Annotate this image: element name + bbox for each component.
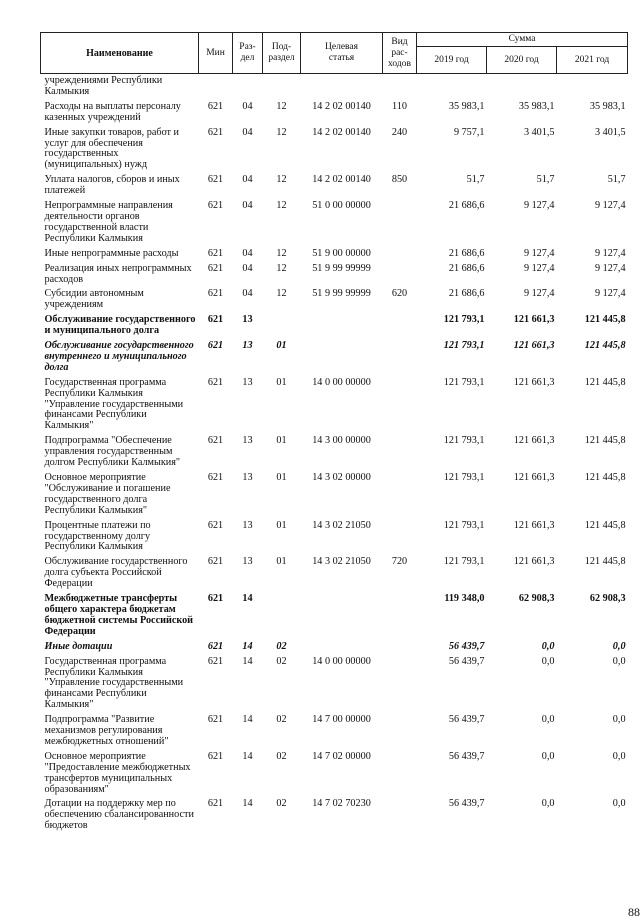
header-2019: 2019 год <box>417 47 487 74</box>
row-min: 621 <box>207 714 224 726</box>
row-celevaya: 14 3 02 00000 <box>312 472 371 483</box>
row-vid <box>383 471 417 519</box>
row-sum-2020: 9 127,4 <box>523 288 555 300</box>
row-sum-2020: 121 661,3 <box>513 556 555 568</box>
row-podrazdel: 01 <box>276 519 287 531</box>
header-summa: Сумма <box>417 33 628 47</box>
row-podrazdel: 12 <box>276 174 287 186</box>
row-sum-2021: 9 127,4 <box>594 288 626 300</box>
row-min: 621 <box>207 247 224 259</box>
row-min: 621 <box>207 126 224 138</box>
row-celevaya: 14 3 02 21050 <box>312 556 371 568</box>
row-sum-2020: 121 661,3 <box>513 340 555 352</box>
row-celevaya: 51 9 00 00000 <box>312 247 371 259</box>
row-sum-2020: 35 983,1 <box>518 100 555 112</box>
row-podrazdel: 12 <box>276 247 287 259</box>
row-vid <box>383 247 417 262</box>
row-razdel: 04 <box>242 288 253 300</box>
row-sum-2019: 121 793,1 <box>443 376 485 388</box>
table-row <box>41 262 628 288</box>
row-sum-2019: 56 439,7 <box>448 714 485 726</box>
row-celevaya: 51 9 99 99999 <box>312 288 371 300</box>
row-celevaya <box>301 313 383 339</box>
row-razdel: 13 <box>242 340 253 352</box>
row-vid: 240 <box>391 126 408 138</box>
row-sum-2019: 56 439,7 <box>448 798 485 810</box>
row-name: Дотации на поддержку мер по обеспечению сбалансированности бюджетов <box>44 798 194 832</box>
row-sum-2019: 21 686,6 <box>448 200 485 212</box>
table-row <box>41 434 628 471</box>
table-header <box>41 33 628 74</box>
row-name: Подпрограмма "Обеспечение управления государственным долгом Республики Калмыкия" <box>44 435 181 469</box>
table-body <box>41 74 628 835</box>
row-name: Иные закупки товаров, работ и услуг для обеспечения государственных (муниципальных) нужд <box>44 126 179 171</box>
row-sum-2020: 9 127,4 <box>523 200 555 212</box>
row-sum-2021 <box>557 74 628 100</box>
header-2020: 2020 год <box>487 47 557 74</box>
row-sum-2019: 21 686,6 <box>448 288 485 300</box>
row-razdel: 04 <box>242 126 253 138</box>
row-podrazdel: 12 <box>276 200 287 212</box>
row-vid <box>383 797 417 834</box>
row-name: Уплата налогов, сборов и иных платежей <box>44 174 180 197</box>
row-razdel: 13 <box>242 314 253 326</box>
row-min: 621 <box>207 655 224 667</box>
row-sum-2021: 9 127,4 <box>594 247 626 259</box>
row-vid <box>383 74 417 100</box>
row-name: учреждениями Республики Калмыкия <box>44 75 163 97</box>
row-celevaya: 51 0 00 00000 <box>312 200 371 212</box>
table-row <box>41 750 628 798</box>
header-name: Наименование <box>41 33 199 74</box>
row-name: Субсидии автономным учреждениям <box>44 288 144 311</box>
row-razdel <box>233 74 263 100</box>
table-row <box>41 339 628 376</box>
row-razdel: 04 <box>242 174 253 186</box>
row-celevaya: 14 3 02 21050 <box>312 519 371 531</box>
row-sum-2019: 119 348,0 <box>444 593 485 605</box>
row-min: 621 <box>207 340 224 352</box>
table-row <box>41 592 628 640</box>
row-celevaya: 14 7 00 00000 <box>312 714 371 726</box>
table-row <box>41 100 628 126</box>
row-min: 621 <box>207 472 224 483</box>
row-sum-2021: 0,0 <box>612 714 626 726</box>
row-sum-2021: 0,0 <box>612 750 626 762</box>
row-name: Основное мероприятие "Предоставление межбюджетных трансфертов муниципальных образованиям" <box>44 750 191 795</box>
row-sum-2020: 51,7 <box>536 174 555 186</box>
row-name: Иные непрограммные расходы <box>44 247 179 259</box>
row-sum-2021: 121 445,8 <box>584 340 626 352</box>
row-sum-2019: 121 793,1 <box>443 314 485 326</box>
row-sum-2020: 0,0 <box>541 655 555 667</box>
row-razdel: 14 <box>242 714 253 726</box>
row-vid <box>383 313 417 339</box>
table-row <box>41 376 628 435</box>
row-min: 621 <box>207 593 224 605</box>
row-celevaya: 14 2 02 00140 <box>312 174 371 186</box>
row-min: 621 <box>207 750 224 762</box>
row-podrazdel: 12 <box>276 100 287 112</box>
row-celevaya: 14 2 02 00140 <box>312 100 371 112</box>
row-sum-2020: 0,0 <box>541 714 555 726</box>
row-podrazdel <box>263 313 301 339</box>
row-sum-2021: 9 127,4 <box>594 200 626 212</box>
row-min: 621 <box>207 798 224 810</box>
row-celevaya: 14 3 00 00000 <box>312 435 371 447</box>
row-min: 621 <box>207 100 224 112</box>
row-sum-2021: 121 445,8 <box>584 376 626 388</box>
row-celevaya: 51 9 99 99999 <box>312 262 371 274</box>
table-row <box>41 287 628 313</box>
row-razdel: 13 <box>242 376 253 388</box>
row-name: Основное мероприятие "Обслуживание и погашение государственного долга Республики Калмыкия" <box>44 472 171 516</box>
row-podrazdel: 01 <box>276 556 287 568</box>
table-row <box>41 555 628 592</box>
row-celevaya: 14 7 02 70230 <box>312 798 371 810</box>
header-vid: Вид рас- ходов <box>383 33 417 74</box>
row-podrazdel: 12 <box>276 126 287 138</box>
row-sum-2021: 9 127,4 <box>594 262 626 274</box>
table-row <box>41 247 628 262</box>
row-sum-2020: 121 661,3 <box>513 314 555 326</box>
row-min: 621 <box>207 435 224 447</box>
row-podrazdel: 01 <box>276 340 287 352</box>
row-razdel: 14 <box>242 640 253 652</box>
row-razdel: 13 <box>242 519 253 531</box>
row-sum-2019: 121 793,1 <box>443 340 485 352</box>
row-sum-2021: 0,0 <box>612 640 626 652</box>
row-razdel: 13 <box>242 435 253 447</box>
row-razdel: 13 <box>242 472 253 483</box>
row-min: 621 <box>207 174 224 186</box>
row-sum-2019 <box>417 74 487 100</box>
header-podrazdel: Под- раздел <box>263 33 301 74</box>
row-podrazdel: 02 <box>276 750 287 762</box>
row-podrazdel: 01 <box>276 435 287 447</box>
row-sum-2021: 121 445,8 <box>584 472 626 483</box>
row-sum-2020: 0,0 <box>541 750 555 762</box>
row-vid <box>383 339 417 376</box>
row-sum-2021: 3 401,5 <box>594 126 626 138</box>
row-razdel: 04 <box>242 100 253 112</box>
row-podrazdel: 12 <box>276 288 287 300</box>
row-name: Государственная программа Республики Калмыкия "Управление государственными финансами Республики Калмыкия" <box>44 376 184 432</box>
row-vid <box>383 750 417 798</box>
row-vid <box>383 199 417 247</box>
row-name: Обслуживание государственного долга субъекта Российской Федерации <box>44 556 188 590</box>
row-vid <box>383 592 417 640</box>
row-min: 621 <box>207 556 224 568</box>
row-vid: 720 <box>391 556 408 568</box>
row-sum-2020: 9 127,4 <box>523 247 555 259</box>
row-min: 621 <box>207 519 224 531</box>
row-podrazdel: 02 <box>276 640 287 652</box>
row-celevaya <box>301 339 383 376</box>
row-sum-2020: 121 661,3 <box>513 472 555 483</box>
row-sum-2021: 121 445,8 <box>584 435 626 447</box>
row-razdel: 04 <box>242 262 253 274</box>
row-celevaya <box>301 640 383 655</box>
row-min: 621 <box>207 200 224 212</box>
row-sum-2021: 121 445,8 <box>584 314 626 326</box>
table-row <box>41 199 628 247</box>
row-sum-2020: 0,0 <box>541 798 555 810</box>
table-row <box>41 713 628 750</box>
row-podrazdel: 02 <box>276 798 287 810</box>
row-podrazdel: 01 <box>276 376 287 388</box>
table-row <box>41 655 628 714</box>
page-number: 88 <box>628 905 640 919</box>
row-sum-2019: 56 439,7 <box>448 655 485 667</box>
row-razdel: 04 <box>242 200 253 212</box>
row-sum-2020: 62 908,3 <box>518 593 555 605</box>
row-min: 621 <box>207 640 224 652</box>
row-sum-2019: 121 793,1 <box>443 519 485 531</box>
row-name: Межбюджетные трансферты общего характера бюджетам бюджетной системы Российской Федерации <box>44 593 194 637</box>
row-min: 621 <box>207 314 224 326</box>
row-sum-2021: 0,0 <box>612 798 626 810</box>
row-sum-2019: 35 983,1 <box>448 100 485 112</box>
row-min: 621 <box>207 262 224 274</box>
row-sum-2019: 121 793,1 <box>443 435 485 447</box>
row-sum-2021: 121 445,8 <box>584 519 626 531</box>
header-min: Мин <box>199 33 233 74</box>
table-row <box>41 640 628 655</box>
row-vid <box>383 640 417 655</box>
row-vid: 620 <box>391 288 408 300</box>
row-celevaya <box>301 74 383 100</box>
row-sum-2020: 121 661,3 <box>513 435 555 447</box>
row-sum-2021: 121 445,8 <box>584 556 626 568</box>
row-razdel: 13 <box>242 556 253 568</box>
row-sum-2019: 121 793,1 <box>443 472 485 483</box>
row-podrazdel <box>263 74 301 100</box>
row-vid: 850 <box>391 174 408 186</box>
row-podrazdel: 02 <box>276 714 287 726</box>
row-min <box>199 74 233 100</box>
row-razdel: 14 <box>242 593 253 605</box>
table-row <box>41 74 628 100</box>
row-sum-2021: 0,0 <box>612 655 626 667</box>
row-sum-2020: 121 661,3 <box>513 376 555 388</box>
row-sum-2019: 51,7 <box>466 174 485 186</box>
row-name: Обслуживание государственного внутреннего и муниципального долга <box>44 340 194 373</box>
row-vid: 110 <box>392 100 407 112</box>
row-vid <box>383 519 417 556</box>
row-razdel: 14 <box>242 655 253 667</box>
row-min: 621 <box>207 376 224 388</box>
row-sum-2021: 35 983,1 <box>589 100 626 112</box>
row-celevaya <box>301 592 383 640</box>
row-vid <box>383 262 417 288</box>
row-name: Государственная программа Республики Калмыкия "Управление государственными финансами Республики Калмыкия" <box>44 655 184 711</box>
row-sum-2021: 51,7 <box>607 174 626 186</box>
budget-page <box>40 32 640 919</box>
table-row <box>41 313 628 339</box>
row-sum-2020: 0,0 <box>541 640 555 652</box>
table-row <box>41 173 628 199</box>
row-name: Непрограммные направления деятельности органов государственной власти Республики Калмыкия <box>44 200 173 244</box>
row-podrazdel: 01 <box>276 472 287 483</box>
row-celevaya: 14 0 00 00000 <box>312 376 371 388</box>
row-celevaya: 14 2 02 00140 <box>312 126 371 138</box>
header-razdel: Раз- дел <box>233 33 263 74</box>
row-name: Обслуживание государственного и муниципального долга <box>44 314 196 337</box>
row-podrazdel: 12 <box>276 262 287 274</box>
row-sum-2021: 62 908,3 <box>589 593 626 605</box>
table-row <box>41 471 628 519</box>
row-celevaya: 14 0 00 00000 <box>312 655 371 667</box>
row-name: Иные дотации <box>44 640 113 652</box>
row-sum-2020: 121 661,3 <box>513 519 555 531</box>
row-name: Реализация иных непрограммных расходов <box>44 262 192 285</box>
header-2021: 2021 год <box>557 47 628 74</box>
row-name: Процентные платежи по государственному долгу Республики Калмыкия <box>44 519 151 553</box>
row-sum-2019: 121 793,1 <box>443 556 485 568</box>
row-vid <box>383 376 417 435</box>
row-sum-2019: 56 439,7 <box>448 640 485 652</box>
row-vid <box>383 434 417 471</box>
row-sum-2019: 21 686,6 <box>448 262 485 274</box>
row-sum-2020: 3 401,5 <box>523 126 555 138</box>
row-sum-2019: 9 757,1 <box>453 126 485 138</box>
row-razdel: 04 <box>242 247 253 259</box>
header-celevaya: Целевая статья <box>301 33 383 74</box>
row-podrazdel <box>263 592 301 640</box>
row-razdel: 14 <box>242 750 253 762</box>
row-sum-2019: 21 686,6 <box>448 247 485 259</box>
row-razdel: 14 <box>242 798 253 810</box>
row-vid <box>383 655 417 714</box>
row-name: Расходы на выплаты персоналу казенных учреждений <box>44 100 181 123</box>
table-row <box>41 519 628 556</box>
row-sum-2020: 9 127,4 <box>523 262 555 274</box>
row-sum-2019: 56 439,7 <box>448 750 485 762</box>
row-sum-2020 <box>487 74 557 100</box>
table-row <box>41 797 628 834</box>
budget-table <box>40 32 628 834</box>
row-podrazdel: 02 <box>276 655 287 667</box>
row-min: 621 <box>207 288 224 300</box>
row-celevaya: 14 7 02 00000 <box>312 750 371 762</box>
table-row <box>41 126 628 174</box>
row-name: Подпрограмма "Развитие механизмов регулирования межбюджетных отношений" <box>44 714 169 747</box>
row-vid <box>383 713 417 750</box>
